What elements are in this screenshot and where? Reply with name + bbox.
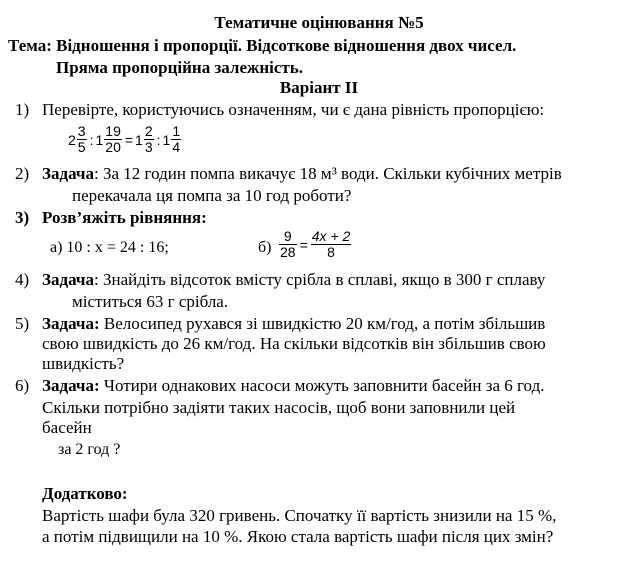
task-6-line-4: за 2 год ? — [58, 441, 121, 458]
task-5-label: Задача: — [42, 314, 100, 333]
extra-heading: Додатково: — [42, 484, 128, 503]
eq-a-fraction: $\frac{3}{5}$ — [77, 123, 86, 155]
eq-a-whole: 2 — [68, 131, 76, 148]
task-5-line-2: свою швидкість до 26 км/год. На скільки відсотків він збільшив свою — [42, 334, 546, 353]
eq-d-fraction: $\frac{1}{4}$ — [172, 123, 181, 155]
task-5-line-1 — [42, 314, 545, 334]
task-4-line-1 — [42, 270, 545, 290]
task-6-line-3: басейн — [42, 418, 92, 437]
variant-label: Варіант ІІ — [279, 78, 359, 97]
task-2-line-2: перекачала ця помпа за 10 год роботи? — [72, 186, 352, 205]
task-5-line-3: швидкість? — [42, 354, 125, 373]
task-2-text: : За 12 годин помпа викачує 18 м³ води. Скільки кубічних метрів — [93, 164, 562, 183]
task-6-line-2: Скільки потрібно задіяти таких насосів, щоб вони заповнили цей — [42, 398, 516, 417]
eq-c-whole: 1 — [135, 131, 143, 148]
extra-line-2: а потім підвищили на 10 %. Якою стала вартість шафи після цих змін? — [42, 527, 554, 546]
task-3-part-b-label: б) — [258, 239, 272, 256]
task-6-label: Задача: — [42, 376, 100, 395]
task-5-number: 5) — [15, 314, 30, 333]
topic-line-1: Тема: Відношення і пропорції. Відсоткове відношення двох чисел. — [8, 36, 517, 55]
task-6-text: Чотири однакових насоси можуть заповнити басейн за 6 год. — [99, 376, 545, 395]
task-1-text: Перевірте, користуючись означенням, чи є дана рівність пропорцією: — [42, 100, 545, 119]
eq-d-whole: 1 — [162, 131, 171, 148]
task-4-text: : Знайдіть відсоток вмісту срібла в сплаві, якщо в 300 г сплаву — [93, 270, 546, 289]
eq-b-fraction: $\frac{19}{20}$ — [105, 123, 121, 155]
page-title: Тематичне оцінювання №5 — [214, 13, 424, 32]
task-5-text: Велосипед рухався зі швидкістю 20 км/год, а потім збільшив — [99, 314, 546, 333]
task-3-text: Розв’яжіть рівняння: — [42, 208, 207, 227]
task-4-line-2: міститься 63 г срібла. — [72, 292, 229, 311]
task-3-number: 3) — [15, 208, 30, 227]
task-2-number: 2) — [15, 164, 30, 183]
task-4-number: 4) — [15, 270, 30, 289]
task-6-line-1 — [42, 376, 544, 396]
task-6-number: 6) — [15, 376, 30, 395]
eq-b-whole: 1 — [95, 131, 104, 148]
task-2-label: Задача — [42, 164, 94, 183]
task-2-line-1 — [42, 164, 562, 184]
task-3-part-a: а) 10 : x = 24 : 16; — [50, 239, 169, 256]
eq-left-fraction: $\frac{9}{28}$ — [280, 228, 296, 260]
task-1-equation: 2 $\frac{3}{5}$ : 1 $\frac{19}{20}$ = 1 $\frac{2}{3}$ : 1 $\frac{1}{4}$ — [68, 123, 181, 155]
task-4-label: Задача — [42, 270, 94, 289]
task-1-number: 1) — [15, 100, 30, 119]
eq-right-fraction: $\frac{4x + 2}{8}$ — [311, 228, 351, 260]
eq-c-fraction: $\frac{2}{3}$ — [144, 123, 153, 155]
extra-line-1: Вартість шафи була 320 гривень. Спочатку її вартість знизили на 15 %, — [42, 506, 557, 525]
task-3-part-b-equation: $\frac{9}{28}$ = $\frac{4x + 2}{8}$ — [280, 228, 351, 260]
topic-line-2: Пряма пропорційна залежність. — [56, 58, 303, 77]
